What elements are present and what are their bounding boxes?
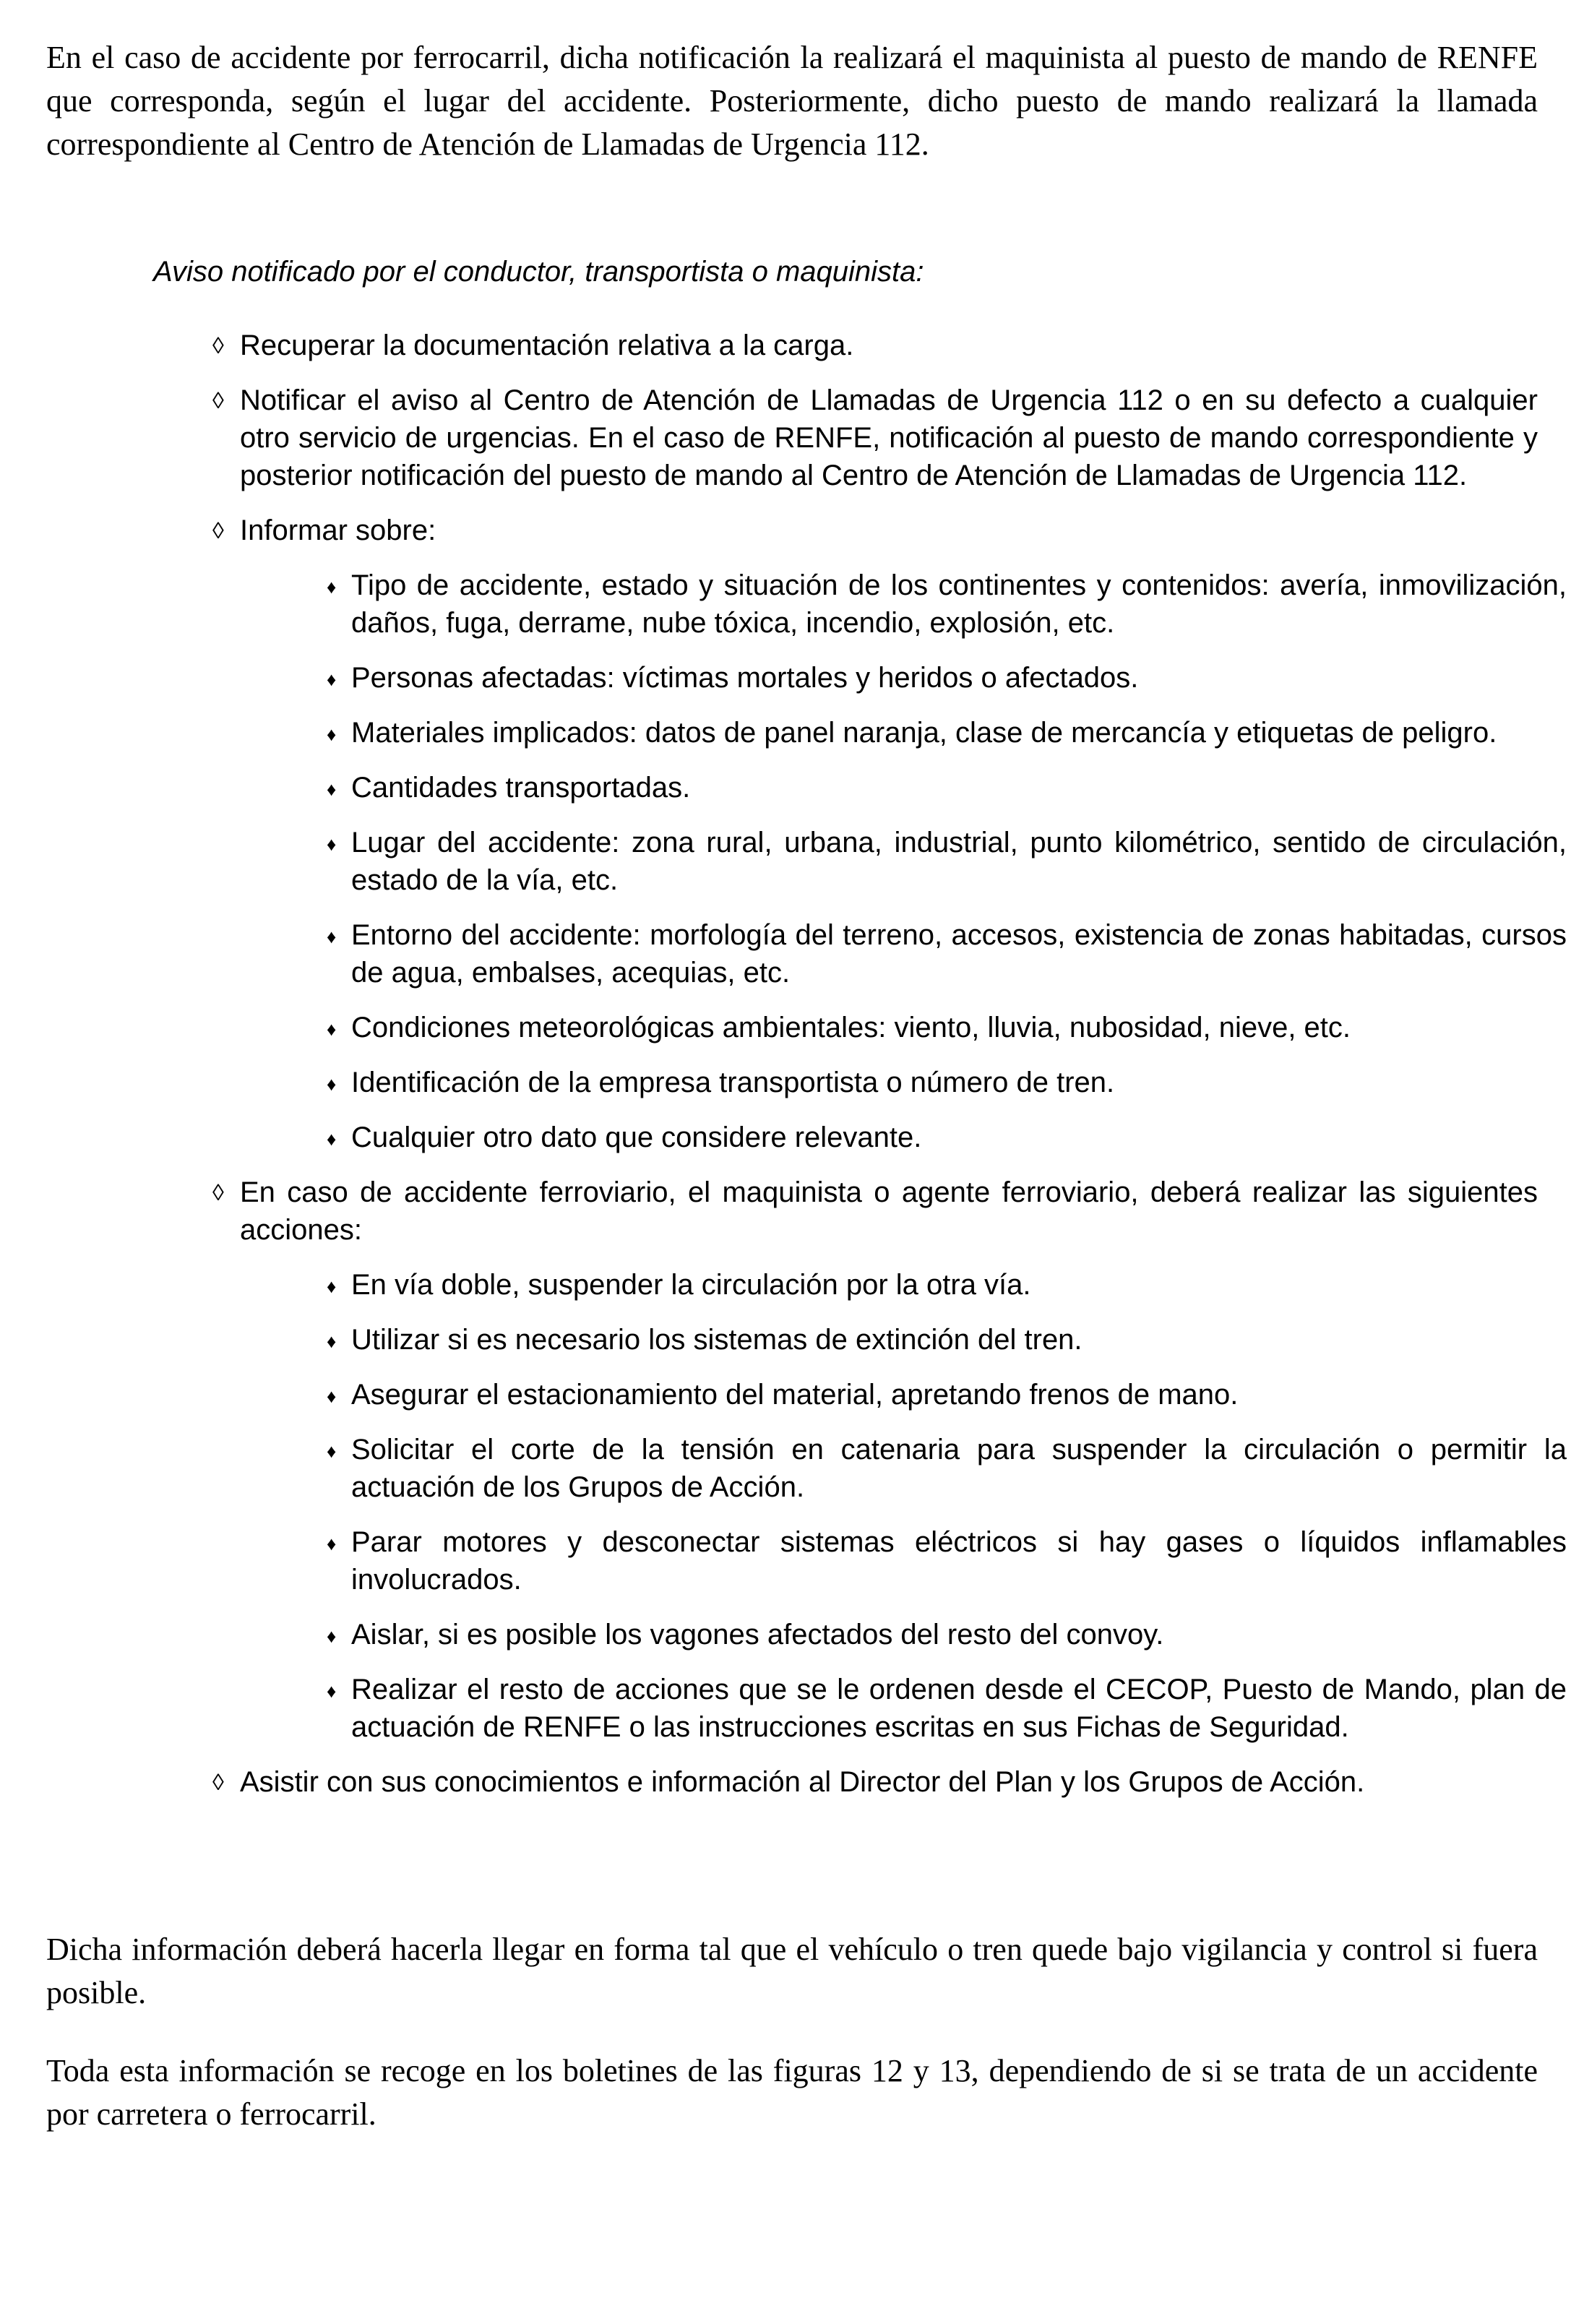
sublist-item: ♦ Realizar el resto de acciones que se le ordenen desde el CECOP, Puesto de Mando, plan de actuación de RENFE o las instrucciones escritas en sus Fichas de Seguridad. xyxy=(327,1674,1567,1743)
diamond-outline-icon: ◊ xyxy=(212,387,224,413)
sublist-item: ♦ Solicitar el corte de la tensión en catenaria para suspender la circulación o permitir la actuación de los Grupos de Acción. xyxy=(327,1434,1567,1503)
sublist-item: ♦ Cualquier otro dato que considere relevante. xyxy=(327,1119,1567,1156)
diamond-filled-icon: ♦ xyxy=(327,1018,337,1040)
ferroviario-sublist xyxy=(327,1266,1567,1746)
diamond-filled-icon: ♦ xyxy=(327,1128,337,1150)
diamond-filled-icon: ♦ xyxy=(327,1625,337,1647)
diamond-filled-icon: ♦ xyxy=(327,576,337,598)
diamond-filled-icon: ♦ xyxy=(327,1680,337,1702)
diamond-filled-icon: ♦ xyxy=(327,1533,337,1554)
sublist-item: ♦ En vía doble, suspender la circulación por la otra vía. xyxy=(327,1266,1567,1304)
intro-paragraph: En el caso de accidente por ferrocarril, dicha notificación la realizará el maquinista al puesto de mando de RENFE que corresponda, según el lugar del accidente. Posteriormente, dicho puesto de mando realizará la llamada correspondiente al Centro de Atención de Llamadas de Urgencia 112. xyxy=(46,40,1538,162)
sublist-item: ♦ Tipo de accidente, estado y situación de los continentes y contenidos: avería, inmovilización, daños, fuga, derrame, nube tóxica, incendio, explosión, etc. xyxy=(327,569,1567,639)
sublist-item: ♦ Asegurar el estacionamiento del material, apretando frenos de mano. xyxy=(327,1376,1567,1413)
diamond-filled-icon: ♦ xyxy=(327,778,337,800)
aviso-heading: Aviso notificado por el conductor, transportista o maquinista: xyxy=(153,256,924,288)
list-item-asistir xyxy=(212,1763,1538,1801)
diamond-filled-icon: ♦ xyxy=(327,668,337,690)
diamond-filled-icon: ♦ xyxy=(327,833,337,855)
diamond-outline-icon: ◊ xyxy=(212,332,224,358)
list-item-informar xyxy=(212,512,1567,1156)
sublist-item: ♦ Entorno del accidente: morfología del terreno, accesos, existencia de zonas habitadas, cursos de agua, embalses, acequias, etc. xyxy=(327,919,1567,989)
list-item-ferroviario xyxy=(212,1174,1567,1746)
list-item-recuperar xyxy=(212,327,1538,364)
diamond-filled-icon: ♦ xyxy=(327,723,337,745)
sublist-item: ♦ Lugar del accidente: zona rural, urbana, industrial, punto kilométrico, sentido de circulación, estado de la vía, etc. xyxy=(327,827,1567,896)
aviso-actions-list xyxy=(212,327,1567,1818)
informar-sublist xyxy=(327,567,1567,1156)
item-text: Recuperar la documentación relativa a la carga. xyxy=(240,330,854,361)
diamond-filled-icon: ♦ xyxy=(327,1275,337,1297)
sublist-item: ♦ Cantidades transportadas. xyxy=(327,769,1567,806)
diamond-filled-icon: ♦ xyxy=(327,1385,337,1407)
diamond-outline-icon: ◊ xyxy=(212,517,224,543)
item-text: En caso de accidente ferroviario, el maquinista o agente ferroviario, deberá realizar las siguientes acciones: xyxy=(240,1176,1538,1246)
toda-paragraph: Toda esta información se recoge en los boletines de las figuras 12 y 13, dependiendo de si se trata de un accidente por carretera o ferrocarril. xyxy=(46,2053,1538,2132)
item-text: Notificar el aviso al Centro de Atención de Llamadas de Urgencia 112 o en su defecto a cualquier otro servicio de urgencias. En el caso de RENFE, notificación al puesto de mando correspondiente y posterior notificación del puesto de mando al Centro de Atención de Llamadas de Urgencia 112. xyxy=(240,384,1538,491)
diamond-outline-icon: ◊ xyxy=(212,1179,224,1205)
sublist-item: ♦ Parar motores y desconectar sistemas eléctricos si hay gases o líquidos inflamables involucrados. xyxy=(327,1526,1567,1596)
diamond-filled-icon: ♦ xyxy=(327,1073,337,1095)
sublist-item: ♦ Aislar, si es posible los vagones afectados del resto del convoy. xyxy=(327,1616,1567,1653)
sublist-item: ♦ Identificación de la empresa transportista o número de tren. xyxy=(327,1064,1567,1101)
sublist-item: ♦ Condiciones meteorológicas ambientales: viento, lluvia, nubosidad, nieve, etc. xyxy=(327,1009,1567,1046)
sublist-item: ♦ Personas afectadas: víctimas mortales y heridos o afectados. xyxy=(327,659,1567,697)
dicha-paragraph: Dicha información deberá hacerla llegar en forma tal que el vehículo o tren quede bajo vigilancia y control si fuera posible. xyxy=(46,1932,1538,2010)
diamond-filled-icon: ♦ xyxy=(327,1440,337,1462)
diamond-outline-icon: ◊ xyxy=(212,1769,224,1795)
item-text: Informar sobre: xyxy=(240,515,436,546)
sublist-item: ♦ Materiales implicados: datos de panel naranja, clase de mercancía y etiquetas de peligro. xyxy=(327,714,1567,752)
diamond-filled-icon: ♦ xyxy=(327,1330,337,1352)
sublist-item: ♦ Utilizar si es necesario los sistemas de extinción del tren. xyxy=(327,1321,1567,1359)
item-text: Asistir con sus conocimientos e información al Director del Plan y los Grupos de Acción. xyxy=(240,1766,1365,1798)
diamond-filled-icon: ♦ xyxy=(327,926,337,947)
list-item-notificar xyxy=(212,382,1538,494)
